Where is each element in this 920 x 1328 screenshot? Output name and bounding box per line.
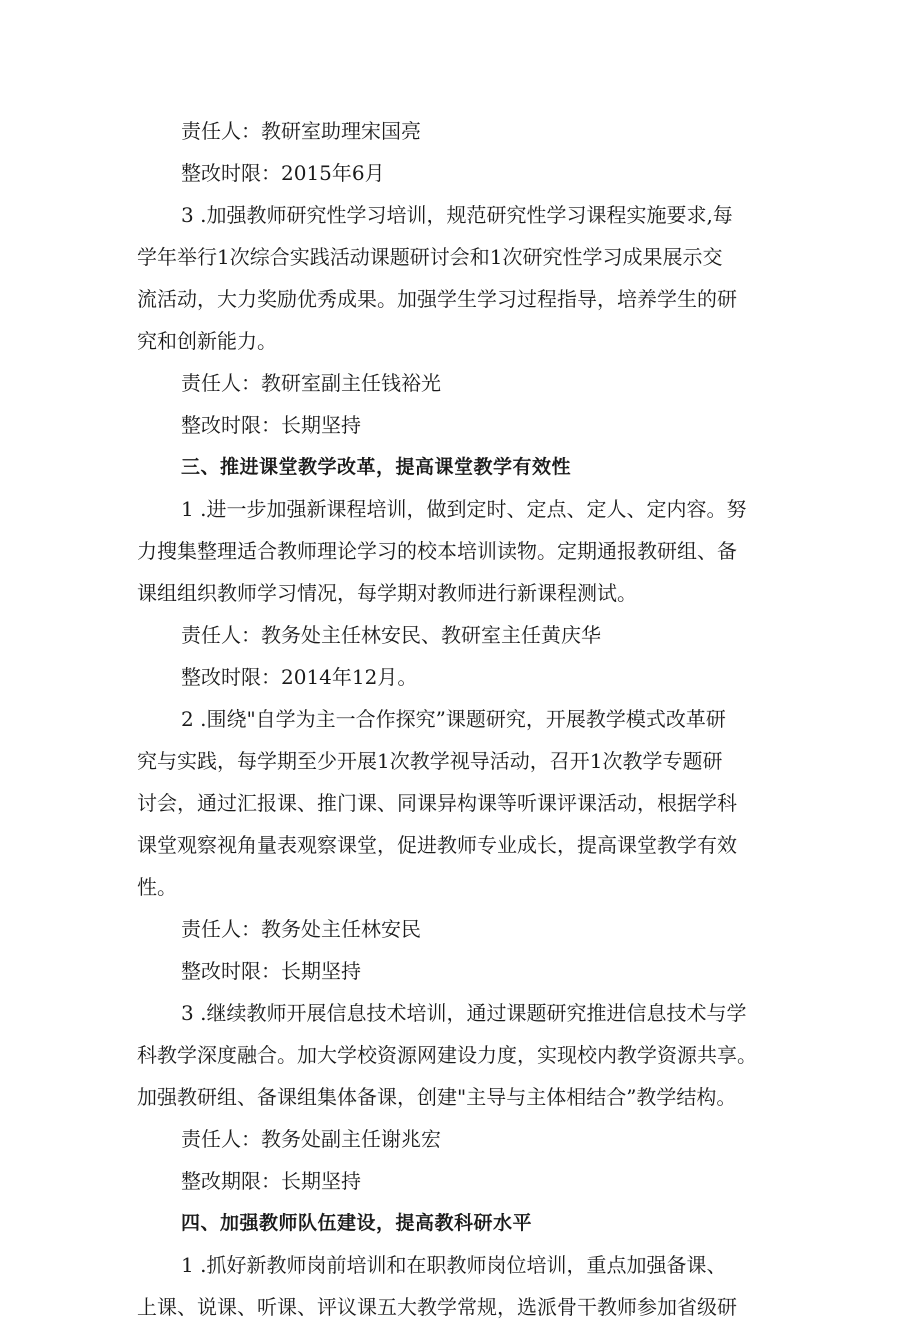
text-line: 1 .抓好新教师岗前培训和在职教师岗位培训，重点加强备课、 — [181, 1253, 727, 1277]
text-line: 责任人：教务处副主任谢兆宏 — [181, 1127, 441, 1151]
text-line: 整改时限：2015年6月 — [181, 161, 385, 185]
section-heading: 四、加强教师队伍建设，提高教科研水平 — [181, 1212, 533, 1234]
section-heading: 三、推进课堂教学改革，提高课堂教学有效性 — [181, 456, 572, 478]
text-line: 3 .加强教师研究性学习培训，规范研究性学习课程实施要求,每 — [181, 203, 733, 227]
text-line: 1 .进一步加强新课程培训，做到定时、定点、定人、定内容。努 — [181, 497, 747, 521]
text-line: 2 .围绕"自学为主一合作探究”课题研究，开展教学模式改革研 — [181, 707, 726, 731]
text-line: 学年举行1次综合实践活动课题研讨会和1次研究性学习成果展示交 — [137, 245, 723, 269]
text-line: 上课、说课、听课、评议课五大教学常规，选派骨干教师参加省级研 — [137, 1295, 737, 1319]
text-line: 责任人：教务处主任林安民 — [181, 917, 421, 941]
text-line: 整改时限：2014年12月。 — [181, 665, 418, 689]
text-line: 流活动，大力奖励优秀成果。加强学生学习过程指导，培养学生的研 — [137, 287, 737, 311]
document-body — [137, 110, 797, 1328]
text-line: 责任人：教研室助理宋国亮 — [181, 119, 421, 143]
text-line: 性。 — [137, 875, 177, 899]
text-line: 讨会，通过汇报课、推门课、同课异构课等听课评课活动，根据学科 — [137, 791, 737, 815]
text-line: 3 .继续教师开展信息技术培训，通过课题研究推进信息技术与学 — [181, 1001, 747, 1025]
text-line: 责任人：教研室副主任钱裕光 — [181, 371, 441, 395]
text-line: 究与实践，每学期至少开展1次教学视导活动，召开1次教学专题研 — [137, 749, 723, 773]
text-line: 课组组织教师学习情况，每学期对教师进行新课程测试。 — [137, 581, 637, 605]
text-line: 责任人：教务处主任林安民、教研室主任黄庆华 — [181, 623, 601, 647]
text-line: 力搜集整理适合教师理论学习的校本培训读物。定期通报教研组、备 — [137, 539, 737, 563]
text-line: 课堂观察视角量表观察课堂，促进教师专业成长，提高课堂教学有效 — [137, 833, 737, 857]
text-line: 整改期限：长期坚持 — [181, 1169, 361, 1193]
text-line: 究和创新能力。 — [137, 329, 277, 353]
text-line: 整改时限：长期坚持 — [181, 413, 361, 437]
text-line: 加强教研组、备课组集体备课，创建"主导与主体相结合”教学结构。 — [137, 1085, 737, 1109]
text-line: 科教学深度融合。加大学校资源网建设力度，实现校内教学资源共享。 — [137, 1043, 757, 1067]
text-line: 整改时限：长期坚持 — [181, 959, 361, 983]
